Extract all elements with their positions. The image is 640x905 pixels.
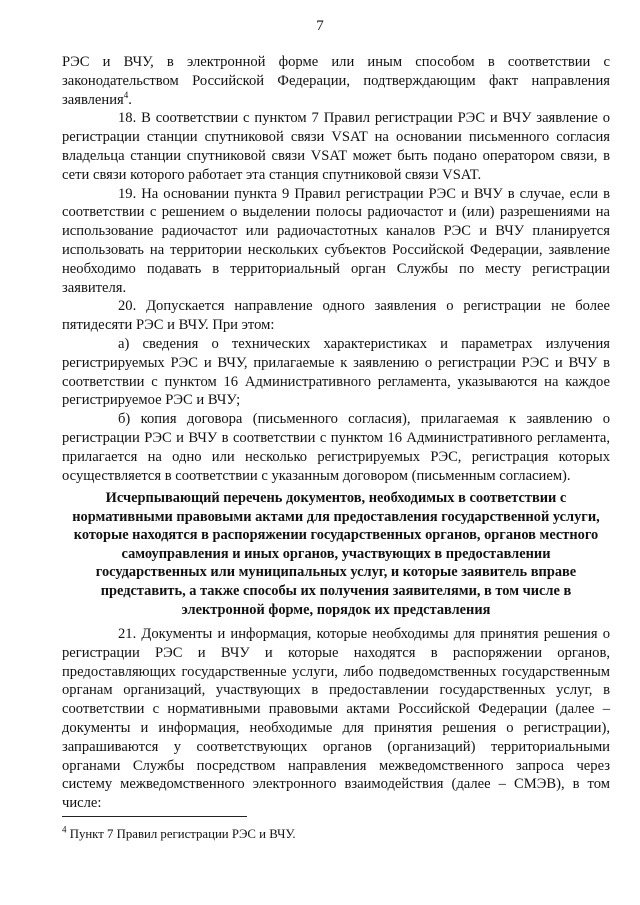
paragraph-20b: б) копия договора (письменного согласия), прилагаемая к заявлению о регистрации РЭС и ВЧУ в соответствии с пунктом 16 Административного регламента, прилагается на одно или несколько регистрируемых РЭС, регистрация которых осуществляется в соответствии с указанным договором (письменным согласием). (62, 411, 610, 484)
paragraph-continuation-text: РЭС и ВЧУ, в электронной форме или иным способом в соответствии с законодательством Российской Федерации, подтверждающим факт направления заявления (62, 54, 610, 108)
paragraph-continuation (62, 53, 610, 109)
footnote-marker: 4 (62, 824, 67, 835)
paragraph-18: 18. В соответствии с пунктом 7 Правил регистрации РЭС и ВЧУ заявление о регистрации станции спутниковой связи VSAT на основании письменного согласия владельца станции спутниковой связи VSAT может быть подано оператором связи, в сети связи которого работает эта станция спутниковой связи VSAT. (62, 110, 610, 183)
footnote-divider (62, 816, 247, 817)
footnote-reference[interactable]: 4 (123, 89, 129, 100)
section-heading: Исчерпывающий перечень документов, необходимых в соответствии с нормативными правовыми актами для предоставления государственной услуги, которые находятся в распоряжении государственных органов, органов местного самоуправления и иных органов, участвующих в предоставлении государственных или муниципальных услуг, и которые заявитель вправе представить, а также способы их получения заявителями, в том числе в электронной форме, порядок их представления (72, 490, 600, 618)
footnote-text: Пункт 7 Правил регистрации РЭС и ВЧУ. (66, 827, 296, 841)
page-number: 7 (316, 18, 324, 34)
body-text (62, 53, 610, 485)
paragraph-21: 21. Документы и информация, которые необходимы для принятия решения о регистрации РЭС и ВЧУ и которые находятся в распоряжении органов, предоставляющих государственные услуги, либо подведомственных государственным органам организаций, участвующих в предоставлении государственных услуг, в соответствии с нормативными правовыми актами Российской Федерации (далее – документы и информация, необходимые для принятия решения о регистрации), запрашиваются у соответствующих органов (организаций) территориальными органами Службы посредством направления межведомственного запроса через систему межведомственного электронного взаимодействия (далее – СМЭВ), в том числе: (62, 626, 610, 812)
footnote (62, 826, 610, 842)
paragraph-continuation-end: . (128, 91, 132, 108)
paragraph-19: 19. На основании пункта 9 Правил регистрации РЭС и ВЧУ в случае, если в соответствии с решением о выделении полосы радиочастот и (или) разрешениями на использование радиочастот или радиочастотных каналов РЭС и ВЧУ планируется использовать на территории нескольких субъектов Российской Федерации, заявление необходимо подавать в территориальный орган Службы по месту регистрации заявителя. (62, 185, 610, 296)
paragraph-20a: а) сведения о технических характеристиках и параметрах излучения регистрируемых РЭС и ВЧУ, прилагаемые к заявлению о регистрации РЭС и ВЧУ в соответствии с пунктом 16 Административного регламента, указываются на каждое регистрируемое РЭС и ВЧУ; (62, 335, 610, 409)
paragraph-20: 20. Допускается направление одного заявления о регистрации не более пятидесяти РЭС и ВЧУ. При этом: (62, 298, 610, 334)
